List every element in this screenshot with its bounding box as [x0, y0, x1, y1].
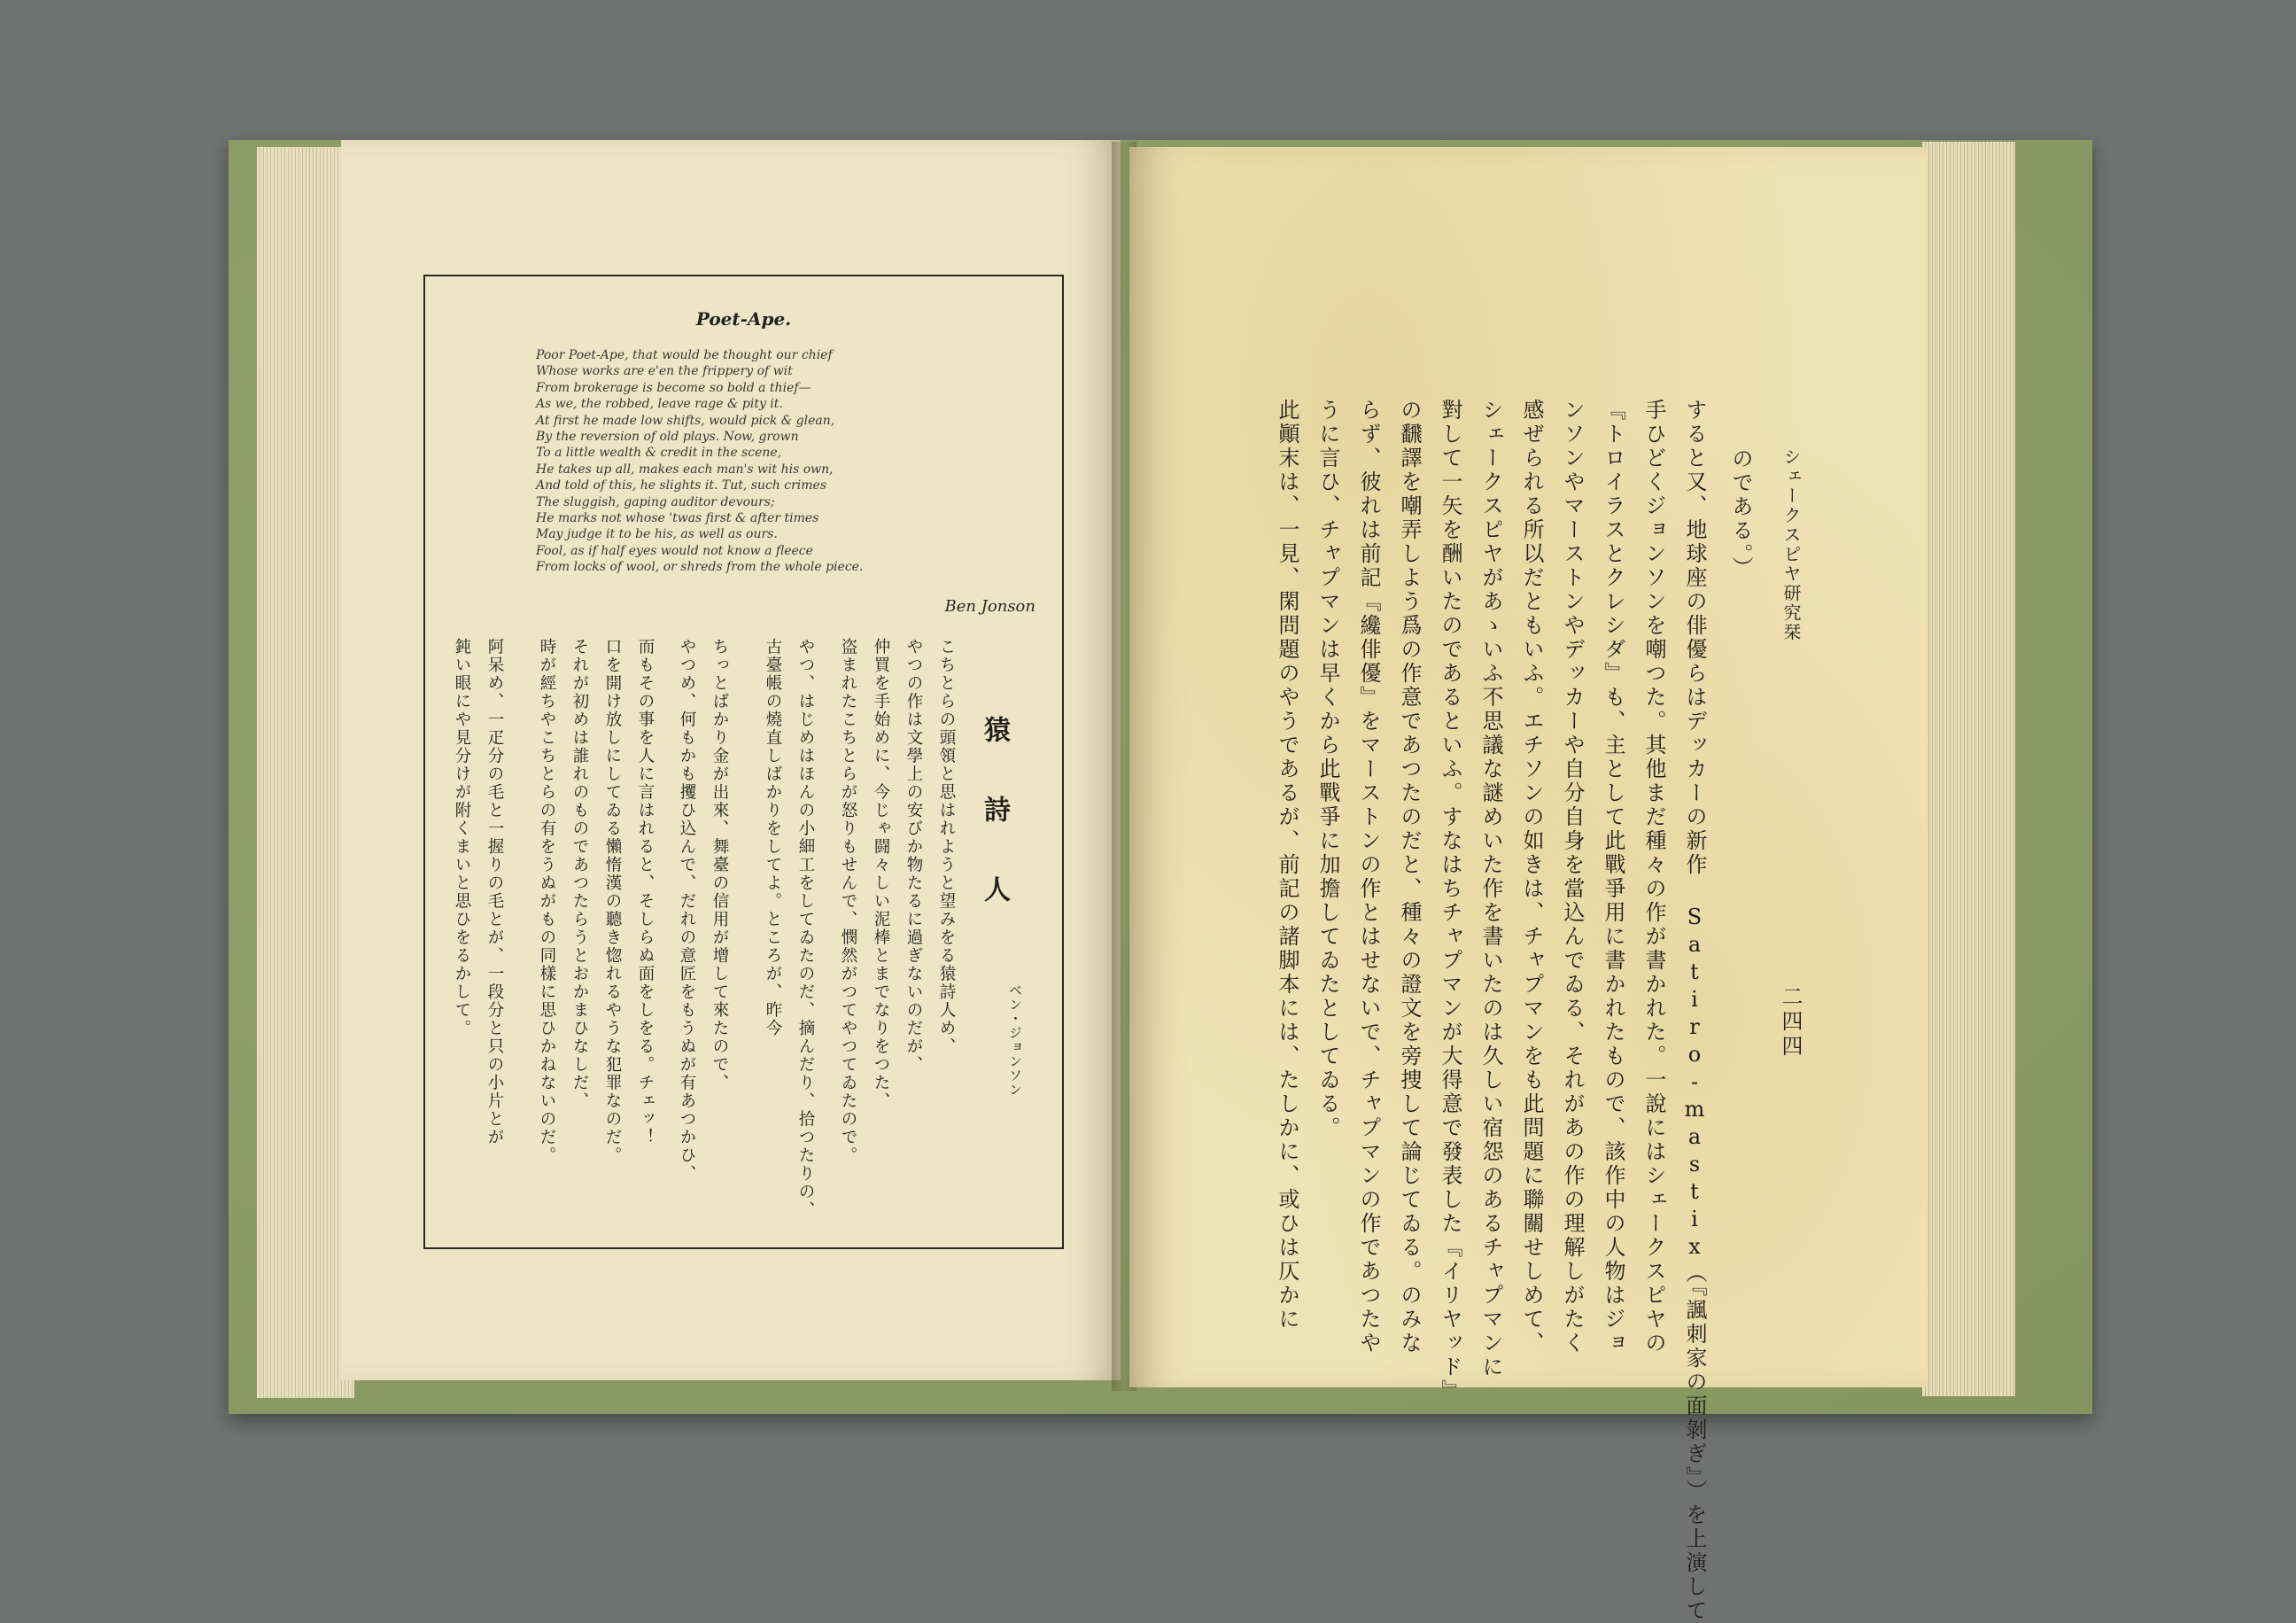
poem-line: At first he made low shifts, would pick & glean,: [536, 413, 835, 428]
page-edges-right: [1922, 142, 2015, 1396]
translation-line: 仲買を手始めに、今じゃ闘々しい泥棒とまでなりをつた、: [872, 638, 890, 1110]
poem-line: Poor Poet-Ape, that would be thought our chief: [536, 348, 833, 362]
poem-author: Ben Jonson: [944, 597, 1036, 616]
running-header: シェークスピヤ研究栞: [1780, 447, 1802, 642]
poem-line: To a little wealth & credit in the scene,: [536, 446, 782, 461]
body-column: のである。）: [1728, 447, 1753, 580]
body-column: シェークスピヤがあゝいふ不思議な謎めいた作を書いたのは久しい宿怨のあるチャプマンに: [1478, 399, 1503, 1379]
translation-line: 鈍い眼にや見分けが附くまいと思ひをるかして。: [453, 638, 471, 1037]
translation-line: 口を開け放しにしてゐる懶惰漢の聽き惚れるやうな犯罪なのだ。: [603, 638, 622, 1165]
page-edges-left: [257, 147, 354, 1398]
poem-line: He marks not whose 'twas first & after times: [536, 511, 819, 526]
body-column: ンソンやマーストンやデッカーや自分自身を當込んでゐる、それがあの作の理解しがたく: [1560, 399, 1585, 1355]
translation-line: こちとらの頭領と思はれようと望みをる猿詩人め、: [937, 638, 956, 1056]
translation-line: 古臺帳の燒直しばかりをしてよ。ところが、昨今: [764, 638, 782, 1037]
body-column: 此顚末は、一見、閑問題のやうであるが、前記の諸脚本には、たしかに、或ひは仄かに: [1275, 399, 1299, 1332]
body-column: 手ひどくジョンソンを嘲つた。其他まだ種々の作が書かれた。一說にはシェークスピヤの: [1641, 399, 1666, 1355]
translation-attribution: ベン・ジョンソン: [1007, 983, 1023, 1097]
translation-line: 時が經ちやこちとらの有をうぬがもの同樣に思ひかねないのだ。: [538, 638, 556, 1165]
poem-line: He takes up all, makes each man's wit his own,: [536, 462, 834, 477]
poem-line: Whose works are e'en the frippery of wit: [536, 364, 793, 379]
poem-line: By the reversion of old plays. Now, grown: [536, 430, 799, 445]
translation-line: やつの作は文學上の安びか物たるに過ぎないのだが、: [904, 638, 923, 1074]
poem-line: As we, the robbed, leave rage & pity it.: [536, 397, 783, 412]
translation-line: 盗まれたこちとらが怒りもせんで、憫然がつてやつてゐたので。: [839, 638, 857, 1165]
poem-lines: [536, 347, 1032, 576]
poem-line: And told of this, he slights it. Tut, such crimes: [536, 478, 827, 493]
page-number: 二四四: [1778, 985, 1803, 1060]
poem-line: The sluggish, gaping auditor devours;: [536, 494, 775, 509]
translation-line: それが初めは誰れのものであつたらうとおかまひなしだ、: [570, 638, 589, 1110]
body-column: の飜譯を嘲弄しよう爲の作意であつたのだと、種々の證文を旁捜して論じてゐる。のみな: [1397, 399, 1422, 1355]
poem-title: Poet-Ape.: [695, 308, 792, 330]
body-column: すると又、地球座の俳優らはデッカーの新作 Satiro-mastix（『諷刺家の面剝ぎ』）を上演して: [1682, 399, 1707, 1623]
translation-line: ちっとばかり金が出來、舞臺の信用が增して來たので、: [710, 638, 729, 1092]
translation-line: 而もその事を人に言はれると、そしらぬ面をしをる。チェッ！: [636, 638, 655, 1146]
body-column: うに言ひ、チャプマンは早くから此戰爭に加擔してゐたとしてゐる。: [1315, 399, 1340, 1140]
poem-line: From locks of wool, or shreds from the whole piece.: [536, 560, 864, 575]
poem-line: From brokerage is become so bold a thief—: [536, 380, 811, 395]
translation-line: やつ、はじめはほんの小細工をしてゐたのだ、摘んだり、拾つたりの、: [796, 638, 815, 1219]
poem-line: Fool, as if half eyes would not know a fleece: [536, 543, 813, 558]
translation-title: 猿詩人: [979, 716, 1010, 955]
poem-line: May judge it to be his, as well as ours.: [536, 527, 778, 542]
translation-line: 阿呆め、一疋分の毛と一握りの毛とが、一段分と只の小片とが: [485, 638, 504, 1146]
body-column: らず、彼れは前記『纔俳優』をマーストンの作とはせないで、チャプマンの作であつたや: [1356, 399, 1381, 1355]
translation-line: やつめ、何もかも攫ひ込んで、だれの意匠をもうぬが有あつかひ、: [678, 638, 696, 1183]
body-column: 『トロイラスとクレシダ』も、主として此戰爭用に書かれたもので、該作中の人物はジョ: [1601, 399, 1625, 1355]
body-column: 對して一矢を酬いたのであるといふ。すなはちチャプマンが大得意で發表した『イリヤッド』: [1438, 399, 1462, 1403]
body-column: 感ぜられる所以だともいふ。エチソンの如きは、チャプマンをも此問題に聯關せしめて、: [1519, 399, 1544, 1355]
poem-frame: [423, 275, 1064, 1249]
